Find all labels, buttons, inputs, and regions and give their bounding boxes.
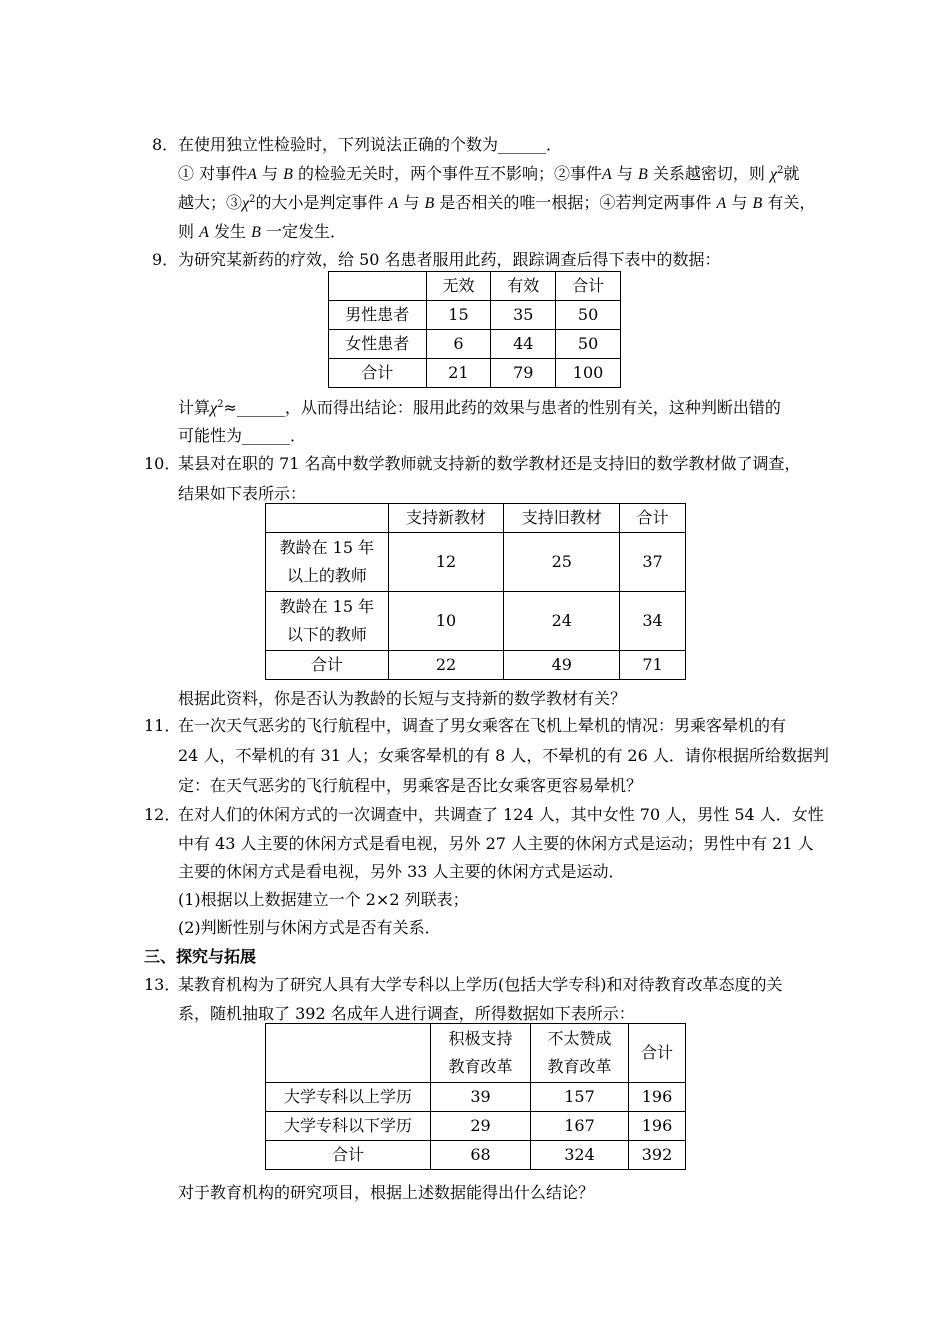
table-cell	[266, 1024, 431, 1083]
table-cell: 49	[504, 651, 620, 680]
table-cell: 15	[426, 301, 491, 330]
table-cell: 支持新教材	[388, 504, 504, 533]
table-cell: 教龄在 15 年 以下的教师	[266, 592, 389, 651]
question-number: 12．	[144, 805, 181, 824]
question-text: 可能性为______．	[178, 426, 307, 445]
question-text: 越大；$③\chi^2$的大小是判定事件 A 与 B 是否相关的唯一根据；④若判定两事件 A 与 B 有关，	[178, 193, 816, 212]
table-cell: 157	[531, 1083, 629, 1112]
table-cell: 合计	[329, 359, 427, 388]
question-text: 计算$\chi^2\approx\_\_\_\_\_\_$，从而得出结论：服用此药的效果与患者的性别有关，这种判断出错的	[178, 398, 781, 417]
question-text: 在使用独立性检验时，下列说法正确的个数为______．	[178, 135, 563, 154]
table-cell: 合计	[556, 272, 621, 301]
table-cell: 女性患者	[329, 330, 427, 359]
question-text: 则 A 发生 B 一定发生．	[178, 222, 346, 241]
question-number: 10．	[144, 454, 181, 473]
table-cell: 10	[388, 592, 504, 651]
table-cell: 37	[620, 533, 686, 592]
table-cell: 合计	[266, 1141, 431, 1170]
question-text: 定：在天气恶劣的飞行航程中，男乘客是否比女乘客更容易晕机？	[178, 776, 643, 795]
question-number: 11．	[144, 716, 181, 735]
table-cell: 34	[620, 592, 686, 651]
table-cell: 24	[504, 592, 620, 651]
table-cell: 196	[629, 1083, 686, 1112]
table-cell: 29	[431, 1112, 531, 1141]
table-cell: 50	[556, 330, 621, 359]
table-cell: 12	[388, 533, 504, 592]
question-text: (1)根据以上数据建立一个 2×2 列联表；	[178, 890, 469, 909]
table-cell: 大学专科以上学历	[266, 1083, 431, 1112]
table-cell	[266, 504, 389, 533]
table-cell: 积极支持 教育改革	[431, 1024, 531, 1083]
question-text: 中有 43 人主要的休闲方式是看电视，另外 27 人主要的休闲方式是运动；男性中有 21 人	[178, 834, 814, 853]
table-cell: 44	[491, 330, 556, 359]
question-text: 系，随机抽取了 392 名成年人进行调查，所得数据如下表所示：	[178, 1004, 635, 1023]
table-cell: 22	[388, 651, 504, 680]
data-table	[265, 1023, 686, 1170]
table-cell: 有效	[491, 272, 556, 301]
question-text: 24 人，不晕机的有 31 人；女乘客晕机的有 8 人，不晕机的有 26 人．请你根据所给数据判	[178, 746, 829, 765]
table-cell: 392	[629, 1141, 686, 1170]
table-cell: 21	[426, 359, 491, 388]
table-cell: 教龄在 15 年 以上的教师	[266, 533, 389, 592]
table-cell: 79	[491, 359, 556, 388]
question-number: 13．	[144, 975, 181, 994]
table-cell: 无效	[426, 272, 491, 301]
table-cell: 大学专科以下学历	[266, 1112, 431, 1141]
question-text: 在一次天气恶劣的飞行航程中，调查了男女乘客在飞机上晕机的情况：男乘客晕机的有	[178, 716, 787, 735]
question-text: (2)判断性别与休闲方式是否有关系．	[178, 918, 441, 937]
table-cell: 196	[629, 1112, 686, 1141]
table-cell: 39	[431, 1083, 531, 1112]
question-text: 根据此资料，你是否认为教龄的长短与支持新的数学教材有关？	[178, 689, 627, 708]
data-table	[265, 503, 686, 680]
table-cell: 35	[491, 301, 556, 330]
question-number: 8．	[152, 135, 179, 154]
table-cell: 324	[531, 1141, 629, 1170]
question-text: 对于教育机构的研究项目，根据上述数据能得出什么结论？	[178, 1183, 595, 1202]
question-text: 某县对在职的 71 名高中数学教师就支持新的数学教材还是支持旧的数学教材做了调查，	[178, 454, 801, 473]
table-cell: 100	[556, 359, 621, 388]
table-cell: 不太赞成 教育改革	[531, 1024, 629, 1083]
table-cell: 男性患者	[329, 301, 427, 330]
table-cell: 合计	[620, 504, 686, 533]
question-text: 在对人们的休闲方式的一次调查中，共调查了 124 人，其中女性 70 人，男性 54 人．女性	[178, 805, 824, 824]
table-cell	[329, 272, 427, 301]
section-heading: 三、探究与拓展	[144, 947, 257, 966]
question-text: 主要的休闲方式是看电视，另外 33 人主要的休闲方式是运动．	[178, 862, 625, 881]
table-cell: 71	[620, 651, 686, 680]
table-cell: 合计	[266, 651, 389, 680]
table-cell: 支持旧教材	[504, 504, 620, 533]
table-cell: 25	[504, 533, 620, 592]
question-text: 为研究某新药的疗效，给 50 名患者服用此药，跟踪调查后得下表中的数据：	[178, 250, 721, 269]
question-text: ① 对事件A 与 B 的检验无关时，两个事件互不影响；②事件A 与 B 关系越密切，则 $\chi^2$就	[178, 164, 800, 183]
table-cell: 6	[426, 330, 491, 359]
table-cell: 68	[431, 1141, 531, 1170]
question-number: 9．	[152, 250, 179, 269]
table-cell: 合计	[629, 1024, 686, 1083]
question-text: 结果如下表所示：	[178, 484, 307, 503]
data-table	[328, 271, 621, 388]
question-text: 某教育机构为了研究人具有大学专科以上学历(包括大学专科)和对待教育改革态度的关	[178, 975, 783, 994]
table-cell: 50	[556, 301, 621, 330]
table-cell: 167	[531, 1112, 629, 1141]
